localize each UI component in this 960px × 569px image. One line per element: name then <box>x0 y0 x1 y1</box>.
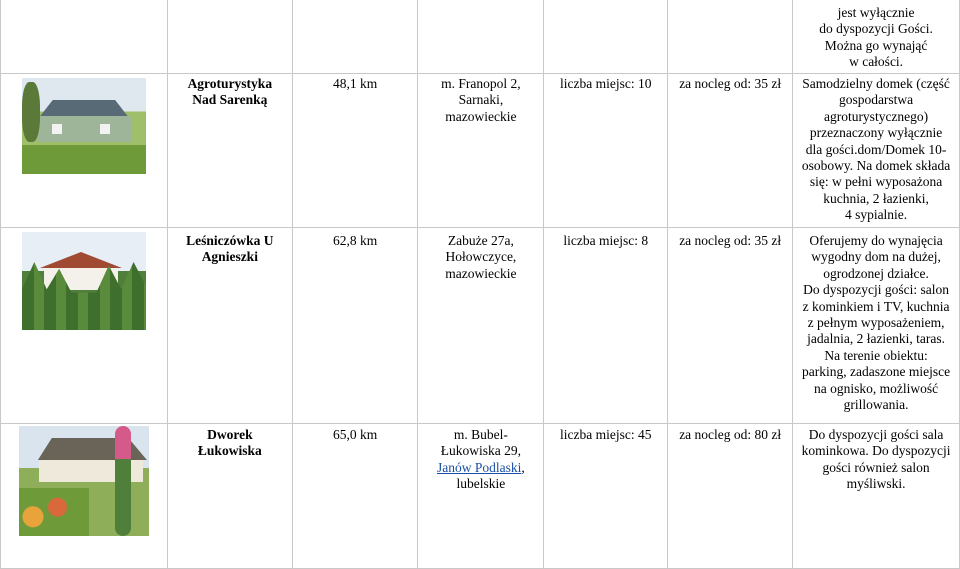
description-cell: jest wyłącznie do dyspozycji Gości. Można go wynająć w całości. <box>793 0 960 74</box>
manor-with-flowers-photo <box>19 426 149 536</box>
table-row <box>1 424 960 569</box>
image-cell <box>1 0 168 74</box>
house-with-trees-photo <box>22 232 146 330</box>
farmhouse-photo <box>22 78 146 174</box>
price-cell: za nocleg od: 35 zł <box>668 74 793 228</box>
capacity-cell: liczba miejsc: 10 <box>544 74 668 228</box>
distance-cell: 62,8 km <box>292 228 418 424</box>
image-cell <box>1 228 168 424</box>
capacity-cell: liczba miejsc: 8 <box>544 228 668 424</box>
table-row <box>1 74 960 228</box>
address-link[interactable]: Janów Podlaski <box>437 459 522 475</box>
address-cell: Zabuże 27a, Hołowczyce, mazowieckie <box>418 228 544 424</box>
name-cell: Agroturystyka Nad Sarenką <box>167 74 292 228</box>
name-cell: Dworek Łukowiska <box>167 424 292 569</box>
table-row <box>1 228 960 424</box>
name-cell: Leśniczówka U Agnieszki <box>167 228 292 424</box>
table-row <box>1 0 960 74</box>
description-cell: Do dyspozycji gości sala kominkowa. Do dyspozycji gości również salon myśliwski. <box>793 424 960 569</box>
price-cell: za nocleg od: 80 zł <box>668 424 793 569</box>
image-cell <box>1 424 168 569</box>
capacity-cell: liczba miejsc: 45 <box>544 424 668 569</box>
image-cell <box>1 74 168 228</box>
address-cell: m. Franopol 2, Sarnaki, mazowieckie <box>418 74 544 228</box>
distance-cell: 48,1 km <box>292 74 418 228</box>
distance-cell: 65,0 km <box>292 424 418 569</box>
price-cell: za nocleg od: 35 zł <box>668 228 793 424</box>
description-cell: Samodzielny domek (część gospodarstwa agroturystycznego) przeznaczony wyłącznie dla gości.dom/Domek 10- osobowy. Na domek składa się: w pełni wyposażona kuchnia, 2 łazienki, 4 sypialnie. <box>793 74 960 228</box>
address-cell: m. Bubel- Łukowiska 29, Janów Podlaski, lubelskie <box>418 424 544 569</box>
description-cell: Oferujemy do wynajęcia wygodny dom na dużej, ogrodzonej działce. Do dyspozycji gości: salon z kominkiem i TV, kuchnia z pełnym wyposażeniem, jadalnia, 2 łazienki, taras. Na terenie obiektu: parking, zadaszone miejsce na ognisko, możliwość grillowania. <box>793 228 960 424</box>
